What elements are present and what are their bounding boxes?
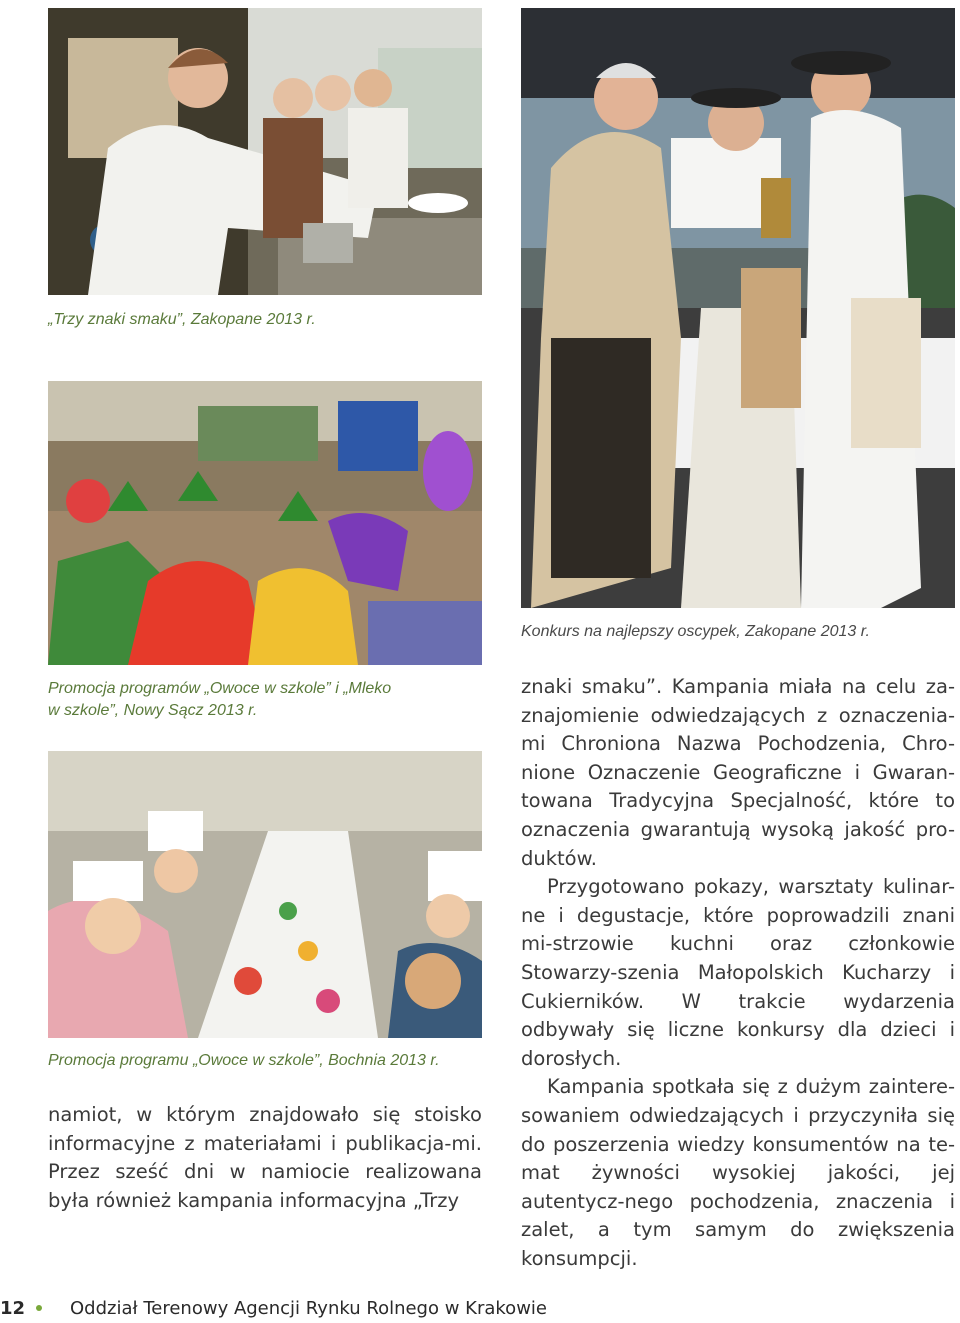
photo-children-table bbox=[48, 751, 482, 1038]
photo-award-ceremony bbox=[521, 8, 955, 608]
photo-costumes bbox=[48, 381, 482, 665]
caption-oscypek: Konkurs na najlepszy oscypek, Zakopane 2013 r. bbox=[521, 623, 870, 640]
bullet-dot-icon bbox=[36, 1305, 42, 1311]
footer-title: Oddział Terenowy Agencji Rynku Rolnego w Krakowie bbox=[70, 1297, 547, 1319]
paragraph-3: Kampania spotkała się z dużym zaintere-sowaniem odwiedzających i przyczyniła się do poszerzenia wiedzy konsumentów na te-mat żywności wysokiej jakości, jej autentycz-nego pochodzenia, znaczenia i zalet, a tym samym do zwiększenia konsumpcji. bbox=[521, 1075, 955, 1270]
paragraph-2: Przygotowano pokazy, warsztaty kulinar-ne i degustacje, które poprowadzili znani mi-strzowie kuchni oraz członkowie Stowarzy-szenia Małopolskich Kucharzy i Cukierników. W trakcie wydarzenia odbywały się liczne konkursy dla dzieci i dorosłych. bbox=[521, 875, 955, 1070]
right-column-text bbox=[521, 673, 955, 1273]
page-number: 12 bbox=[0, 1297, 26, 1319]
page-footer bbox=[0, 1294, 547, 1322]
caption-owoce-mleko bbox=[48, 678, 478, 722]
photo-chefs bbox=[48, 8, 482, 295]
caption-trzy-znaki: „Trzy znaki smaku”, Zakopane 2013 r. bbox=[48, 311, 316, 328]
paragraph-1: znaki smaku”. Kampania miała na celu za-znajomienie odwiedzających z oznaczenia-mi Chroniona Nazwa Pochodzenia, Chro-nione Oznaczenie Geograficzne i Gwaran-towana Tradycyjna Specjalność, które to oznaczenia gwarantują wysoką jakość pro-duktów. bbox=[521, 675, 955, 870]
caption-line-1: Promocja programów „Owoce w szkole” i „Mleko bbox=[48, 680, 392, 697]
left-column-text: namiot, w którym znajdowało się stoisko informacyjne z materiałami i publikacja-mi. Przez sześć dni w namiocie realizowana była również kampania informacyjna „Trzy bbox=[48, 1103, 482, 1212]
caption-line-2: w szkole”, Nowy Sącz 2013 r. bbox=[48, 702, 258, 719]
caption-bochnia: Promocja programu „Owoce w szkole”, Bochnia 2013 r. bbox=[48, 1052, 440, 1069]
